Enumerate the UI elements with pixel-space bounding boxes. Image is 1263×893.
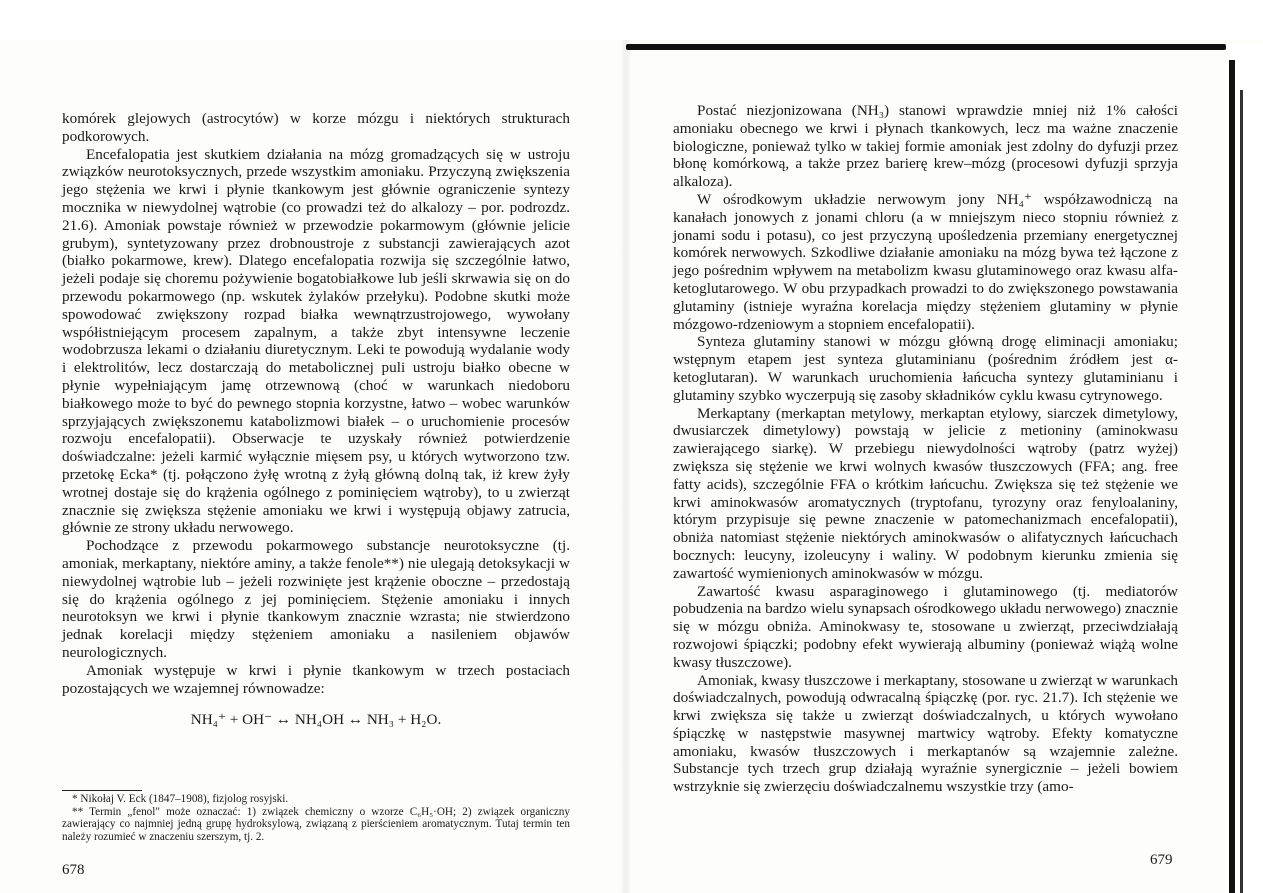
paragraph: Encefalopatia jest skutkiem działania na mózg gromadzących się w ustroju związków neurotoksycznych, przede wszystkim amoniaku. Przyczyną zwiększenia jego stężenia we krwi i płynie tkankowym jest głównie ograniczenie syntezy mocznika w niewydolnej wątrobie (co prowadzi też do alkalozy – por. podrozdz. 21.6). Amoniak powstaje również w przewodzie pokarmowym (głównie jelicie grubym), syntetyzowany przez drobnoustroje z substancji zawierających azot (białko pokarmowe, krew). Dlatego encefalopatia rozwija się szczególnie łatwo, jeżeli podaje się choremu pożywienie bogatobiałkowe lub jeśli skrwawia się on do przewodu pokarmowego (np. wskutek żylaków przełyku). Podobne skutki może spowodować zwiększony rozpad białka wewnątrzustrojowego, wywołany współistniejącym procesem zapalnym, a także zbyt intensywne leczenie wodobrzusza lekami o działaniu diuretycznym. Leki te powodują wydalanie wody i elektrolitów, lecz dostarczają do metabolicznej puli ustroju białko obecne w płynie wypełniającym jamę otrzewnową (choć w warunkach niedoboru białkowego może to być do pewnego stopnia korzystne, łatwo – wobec warunków sprzyjających zwiększonemu katabolizmowi białek – o uruchomienie procesów rozwoju encefalopatii). Obserwacje te uzyskały również potwierdzenie doświadczalne: jeżeli karmić wyłącznie mięsem psy, u których wytworzono tzw. przetokę Ecka* (tj. połączono żyłę wrotną z żyłą główną dolną tak, iż krew żyły wrotnej dostaje się do krążenia ogólnego z pominięciem wątroby), to u zwierząt znacznie się zwiększa stężenie amoniaku we krwi i występują objawy zatrucia, głównie ze strony układu nerwowego. [62,145,570,537]
paragraph: Postać niezjonizowana (NH₃) stanowi wprawdzie mniej niż 1% całości amoniaku obecnego we krwi i płynach tkankowych, lecz ma ważne znaczenie biologiczne, ponieważ tylko w takiej formie amoniak jest zdolny do dyfuzji przez błonę komórkową, a także przez barierę krew–mózg (procesowi dyfuzji sprzyja alkaloza). [673,102,1178,191]
page-number-left: 678 [62,862,85,878]
paragraph: komórek glejowych (astrocytów) w korze mózgu i niektórych strukturach podkorowych. [62,110,570,145]
footnotes [62,793,570,843]
footnote-rule [62,790,142,791]
scan-top-margin [0,0,1263,40]
paragraph: Merkaptany (merkaptan metylowy, merkaptan etylowy, siarczek dimetylowy, dwusiarczek dimetylowy) powstają w jelicie z metioniny (aminokwasu zawierającego siarkę). W przebiegu niewydolności wątroby (patrz wyżej) zwiększa się stężenie we krwi wolnych kwasów tłuszczowych (FFA; ang. free fatty acids), szczególnie FFA o krótkim łańcuchu. Zwiększa się też stężenie we krwi aminokwasów aromatycznych (tryptofanu, tyrozyny oraz fenyloalaniny, którym przypisuje się pewne znaczenie w patomechanizmach encefalopatii), obniża natomiast stężenie niektórych aminokwasów o alifatycznych łańcuchach bocznych: leucyny, izoleucyny i waliny. W podobnym kierunku zmienia się zawartość wymienionych aminokwasów w mózgu. [673,404,1178,582]
scan-page-edge-right-inner [1240,90,1243,893]
ammonia-equilibrium-equation: NH₄⁺ + OH⁻ ↔ NH₄OH ↔ NH₃ + H₂O. [190,711,442,729]
left-page-body [62,110,570,729]
paragraph: Zawartość kwasu asparaginowego i glutaminowego (tj. mediatorów pobudzenia na bardzo wielu synapsach ośrodkowego układu nerwowego) znacznie się w mózgu obniża. Aminokwasy te, stosowane u zwierząt, przeciwdziałają rozwojowi śpiączki; podobny efekt wywierają albuminy (ponieważ wiążą wolne kwasy tłuszczowe). [673,582,1178,671]
footnote: * Nikołaj V. Eck (1847–1908), fizjolog rosyjski. [72,793,289,805]
paragraph: Amoniak, kwasy tłuszczowe i merkaptany, stosowane u zwierząt w warunkach doświadczalnych, powodują odwracalną śpiączkę (por. ryc. 21.7). Ich stężenie we krwi zwiększa się także u zwierząt doświadczalnych, u których wywołano śpiączkę w następstwie masywnej martwicy wątroby. Efekty komatyczne amoniaku, kwasów tłuszczowych i merkaptanów są wzajemnie zależne. Substancje tych trzech grup działają wyraźnie synergicznie – jeżeli bowiem wstrzyknie się zwierzęciu doświadczalnemu wszystkie trzy (amo- [673,671,1178,796]
scan-page-edge-right [1229,60,1235,893]
right-page-body [673,102,1178,796]
paragraph: Synteza glutaminy stanowi w mózgu główną drogę eliminacji amoniaku; wstępnym etapem jest synteza glutaminianu (pośrednim źródłem jest α-ketoglutaran). W warunkach uruchomienia łańcucha syntezy glutaminianu i glutaminy szybko wyczerpują się zasoby składników cyklu kwasu cytrynowego. [673,333,1178,404]
footnote: ** Termin „fenol" może oznaczać: 1) związek chemiczny o wzorze C₆H₅·OH; 2) związek organiczny zawierający co najmniej jedną grupę hydroksylową, związaną z pierścieniem aromatycznym. Tutaj termin ten należy rozumieć w znaczeniu szerszym, tj. 2. [62,805,570,843]
page-number-right: 679 [1150,852,1173,868]
paragraph: Amoniak występuje w krwi i płynie tkankowym w trzech postaciach pozostających we wzajemnej równowadze: [62,661,570,697]
paragraph: W ośrodkowym układzie nerwowym jony NH₄⁺ współzawodniczą na kanałach jonowych z jonami chloru (a w mniejszym nieco stopniu również z jonami sodu i potasu), co jest przyczyną upośledzenia przemiany energetycznej komórek nerwowych. Szkodliwe działanie amoniaku na mózg bywa też łączone z jego pośrednim wpływem na metabolizm kwasu glutaminowego oraz kwasu alfa-ketoglutarowego. W obu przypadkach prowadzi to do zwiększonego powstawania glutaminy (istnieje wyraźna korelacja między stężeniem glutaminy w płynie mózgowo-rdzeniowym a stopniem encefalopatii). [673,190,1178,333]
scan-page-edge [626,44,1226,50]
paragraph: Pochodzące z przewodu pokarmowego substancje neurotoksyczne (tj. amoniak, merkaptany, niektóre aminy, a także fenole**) nie ulegają detoksykacji w niewydolnej wątrobie lub – jeżeli rozwinięte jest krążenie oboczne – przedostają się do krążenia ogólnego z jej pominięciem. Stężenie amoniaku i innych neurotoksyn we krwi i płynie tkankowym znacznie wzrasta; nie stwierdzono jednak korelacji między stężeniem amoniaku a nasileniem objawów neurologicznych. [62,537,570,661]
book-gutter [620,40,632,893]
